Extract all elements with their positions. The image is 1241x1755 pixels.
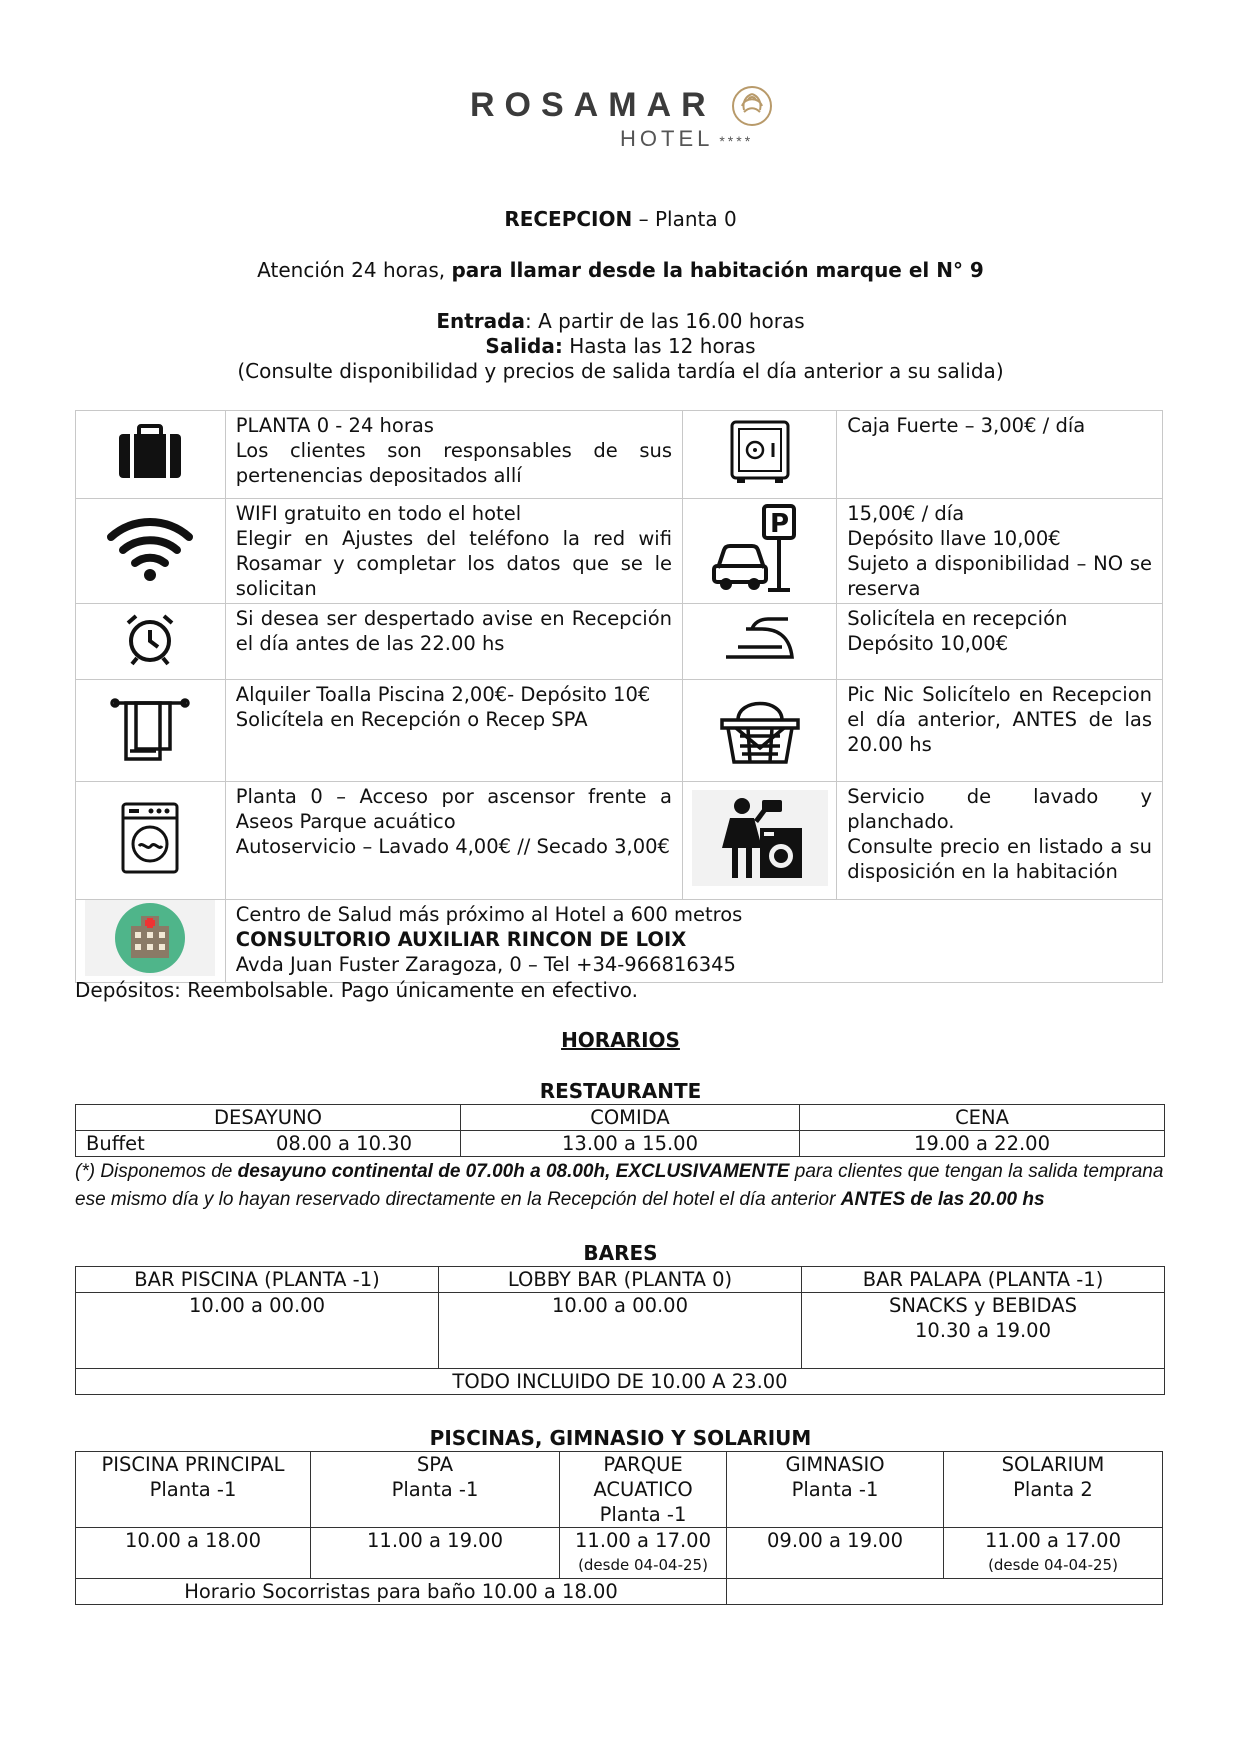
lifeguard-hours: Horario Socorristas para baño 10.00 a 18.00: [76, 1579, 727, 1605]
luggage-cell: [76, 411, 226, 499]
all-inclusive: TODO INCLUIDO DE 10.00 A 23.00: [76, 1369, 1165, 1395]
reception-entry: Entrada: A partir de las 16.00 horas: [436, 309, 805, 333]
header-lunch: COMIDA: [461, 1105, 800, 1131]
header-gym: GIMNASIO Planta -1: [727, 1452, 944, 1528]
spa-time: 11.00 a 19.00: [311, 1528, 560, 1579]
suitcase-icon: [117, 424, 183, 480]
parking-text: 15,00€ / día Depósito llave 10,00€ Sujeto a disponibilidad – NO se reserva: [837, 499, 1163, 604]
health-center-icon: [85, 900, 215, 976]
laundry-self-text: Planta 0 – Acceso por ascensor frente a Aseos Parque acuático Autoservicio – Lavado 4,00€ // Secado 3,00€: [225, 782, 682, 900]
reception-title: RECEPCION – Planta 0: [504, 207, 737, 231]
table-row: [76, 1369, 1165, 1395]
header-dinner: CENA: [800, 1105, 1165, 1131]
restaurant-table: [75, 1104, 1165, 1157]
wifi-cell: [76, 499, 226, 604]
header-bar-piscina: BAR PISCINA (PLANTA -1): [76, 1267, 439, 1293]
safe-text: Caja Fuerte – 3,00€ / día: [837, 411, 1163, 499]
parking-car-icon: [712, 502, 808, 594]
header-lobby-bar: LOBBY BAR (PLANTA 0): [439, 1267, 802, 1293]
services-row: [76, 411, 1163, 499]
empty-cell: [727, 1579, 1163, 1605]
lobby-bar-time: 10.00 a 00.00: [439, 1293, 802, 1369]
parking-cell: [683, 499, 837, 604]
logo-stars: ****: [719, 133, 754, 149]
deposits-note: Depósitos: Reembolsable. Pago únicamente en efectivo.: [75, 978, 639, 1002]
laundry-service-icon: [692, 790, 828, 886]
header-water-park: PARQUE ACUATICO Planta -1: [560, 1452, 727, 1528]
wifi-icon: [105, 513, 195, 583]
services-row: [76, 900, 1163, 983]
health-cell: [76, 900, 226, 983]
logo-hotel: HOTEL ****: [620, 126, 754, 151]
health-text: Centro de Salud más próximo al Hotel a 600 metros CONSULTORIO AUXILIAR RINCON DE LOIX Avda Juan Fuster Zaragoza, 0 – Tel +34-966816345: [225, 900, 1162, 983]
laundry-service-text: Servicio de lavado y planchado. Consulte precio en listado a su disposición en la habitación: [837, 782, 1163, 900]
logo-word: ROSAMAR: [470, 86, 716, 124]
bars-table: [75, 1266, 1165, 1395]
safe-cell: [683, 411, 837, 499]
table-row: [76, 1528, 1163, 1579]
header-solarium: SOLARIUM Planta 2: [944, 1452, 1163, 1528]
table-row: [76, 1293, 1165, 1369]
towel-icon: [110, 693, 190, 763]
pools-table: [75, 1451, 1163, 1605]
towel-cell: [76, 680, 226, 782]
reception-attention: Atención 24 horas, para llamar desde la habitación marque el N° 9: [257, 258, 984, 282]
wakeup-text: Si desea ser despertado avise en Recepción el día antes de las 22.00 hs: [225, 604, 682, 680]
iron-icon: [722, 615, 798, 663]
safe-icon: [729, 419, 791, 485]
wakeup-cell: [76, 604, 226, 680]
table-row: [76, 1131, 1165, 1157]
wifi-text: WIFI gratuito en todo el hotel Elegir en Ajustes del teléfono la red wifi Rosamar y completar los datos que se le solicitan: [225, 499, 682, 604]
iron-cell: [683, 604, 837, 680]
alarm-clock-icon: [122, 611, 178, 667]
solarium-time: 11.00 a 17.00 (desde 04-04-25): [944, 1528, 1163, 1579]
breakfast-note: (*) Disponemos de desayuno continental de 07.00h a 08.00h, EXCLUSIVAMENTE para clientes que tengan la salida temprana ese mismo día y lo hayan reservado directamente en la Recepción del hotel el día anterior ANTES de las 20.00 hs: [75, 1161, 1164, 1210]
header-breakfast: DESAYUNO: [76, 1105, 461, 1131]
gym-time: 09.00 a 19.00: [727, 1528, 944, 1579]
water-park-time: 11.00 a 17.00 (desde 04-04-25): [560, 1528, 727, 1579]
bar-piscina-time: 10.00 a 00.00: [76, 1293, 439, 1369]
rose-logo-icon: [726, 82, 778, 130]
picnic-basket-icon: [720, 690, 800, 766]
luggage-text: PLANTA 0 - 24 horas Los clientes son responsables de sus pertenencias depositados allí: [225, 411, 682, 499]
restaurant-title: RESTAURANTE: [539, 1079, 702, 1103]
svg-text:P: P: [769, 509, 789, 539]
services-row: [76, 680, 1163, 782]
breakfast-time: Buffet 08.00 a 10.30: [76, 1131, 461, 1157]
table-row: [76, 1267, 1165, 1293]
table-row: [76, 1105, 1165, 1131]
laundry-self-cell: [76, 782, 226, 900]
header-spa: SPA Planta -1: [311, 1452, 560, 1528]
dinner-time: 19.00 a 22.00: [800, 1131, 1165, 1157]
picnic-text: Pic Nic Solicítelo en Recepcion el día anterior, ANTES de las 20.00 hs: [837, 680, 1163, 782]
washing-machine-icon: [121, 802, 179, 874]
services-row: [76, 604, 1163, 680]
services-row: [76, 499, 1163, 604]
bars-title: BARES: [583, 1241, 658, 1265]
towel-text: Alquiler Toalla Piscina 2,00€- Depósito 10€ Solicítela en Recepción o Recep SPA: [225, 680, 682, 782]
horarios-title: HORARIOS: [561, 1028, 680, 1052]
lunch-time: 13.00 a 15.00: [461, 1131, 800, 1157]
header-main-pool: PISCINA PRINCIPAL Planta -1: [76, 1452, 311, 1528]
main-pool-time: 10.00 a 18.00: [76, 1528, 311, 1579]
header-bar-palapa: BAR PALAPA (PLANTA -1): [802, 1267, 1165, 1293]
reception-late-note: (Consulte disponibilidad y precios de salida tardía el día anterior a su salida): [237, 359, 1004, 383]
reception-exit: Salida: Hasta las 12 horas: [485, 334, 756, 358]
table-row: [76, 1579, 1163, 1605]
services-row: [76, 782, 1163, 900]
picnic-cell: [683, 680, 837, 782]
bar-palapa-time: SNACKS y BEBIDAS 10.30 a 19.00: [802, 1293, 1165, 1369]
services-table: [75, 410, 1163, 983]
pools-title: PISCINAS, GIMNASIO Y SOLARIUM: [429, 1426, 812, 1450]
iron-text: Solicítela en recepción Depósito 10,00€: [837, 604, 1163, 680]
laundry-service-cell: [683, 782, 837, 900]
table-row: [76, 1452, 1163, 1528]
